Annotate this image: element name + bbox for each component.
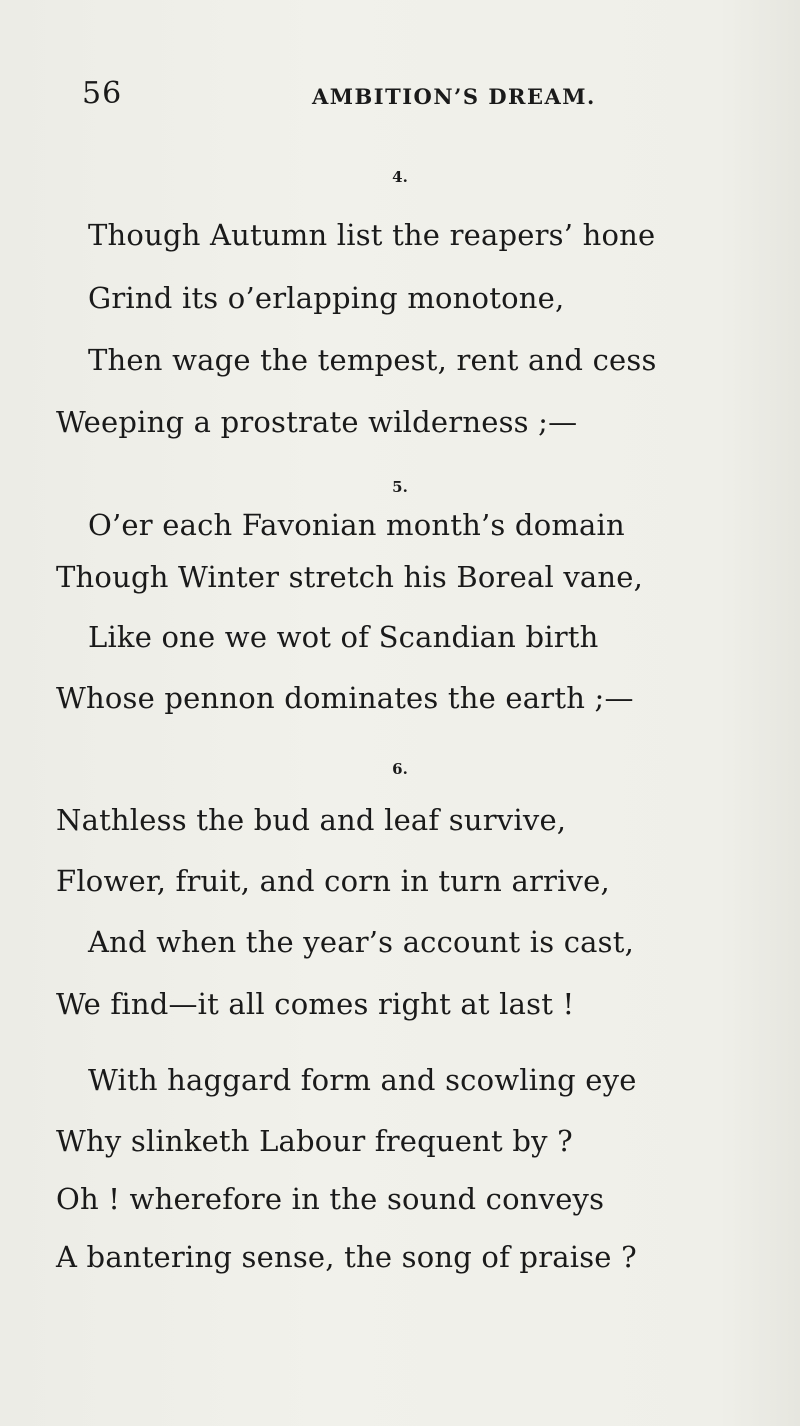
stanza-number: 5.	[392, 478, 408, 496]
stanza-number: 6.	[392, 760, 408, 778]
poem-line: Nathless the bud and leaf survive,	[56, 803, 567, 837]
poem-line: Like one we wot of Scandian birth	[88, 620, 599, 654]
page-header	[0, 76, 800, 116]
poem-line: We find—it all comes right at last !	[56, 987, 575, 1021]
poem-line: O’er each Favonian month’s domain	[88, 508, 625, 542]
poem-line: Though Autumn list the reapers’ hone	[88, 218, 656, 252]
poem-line: Grind its o’erlapping monotone,	[88, 281, 565, 315]
poem-line: Whose pennon dominates the earth ;—	[56, 681, 634, 715]
poem-line: With haggard form and scowling eye	[88, 1063, 637, 1097]
poem-line: Flower, fruit, and corn in turn arrive,	[56, 864, 610, 898]
poem-line: Why slinketh Labour frequent by ?	[56, 1124, 573, 1158]
poem-line: And when the year’s account is cast,	[88, 925, 635, 959]
page-number: 56	[82, 76, 123, 111]
poem-line: Then wage the tempest, rent and cess	[88, 343, 657, 377]
poem-line: Though Winter stretch his Boreal vane,	[56, 560, 644, 594]
running-title: AMBITION’S DREAM.	[312, 84, 596, 109]
poem-line: Weeping a prostrate wilderness ;—	[56, 405, 578, 439]
poem-line: A bantering sense, the song of praise ?	[56, 1240, 637, 1274]
stanza-number: 4.	[392, 168, 408, 186]
poem-line: Oh ! wherefore in the sound conveys	[56, 1182, 605, 1216]
